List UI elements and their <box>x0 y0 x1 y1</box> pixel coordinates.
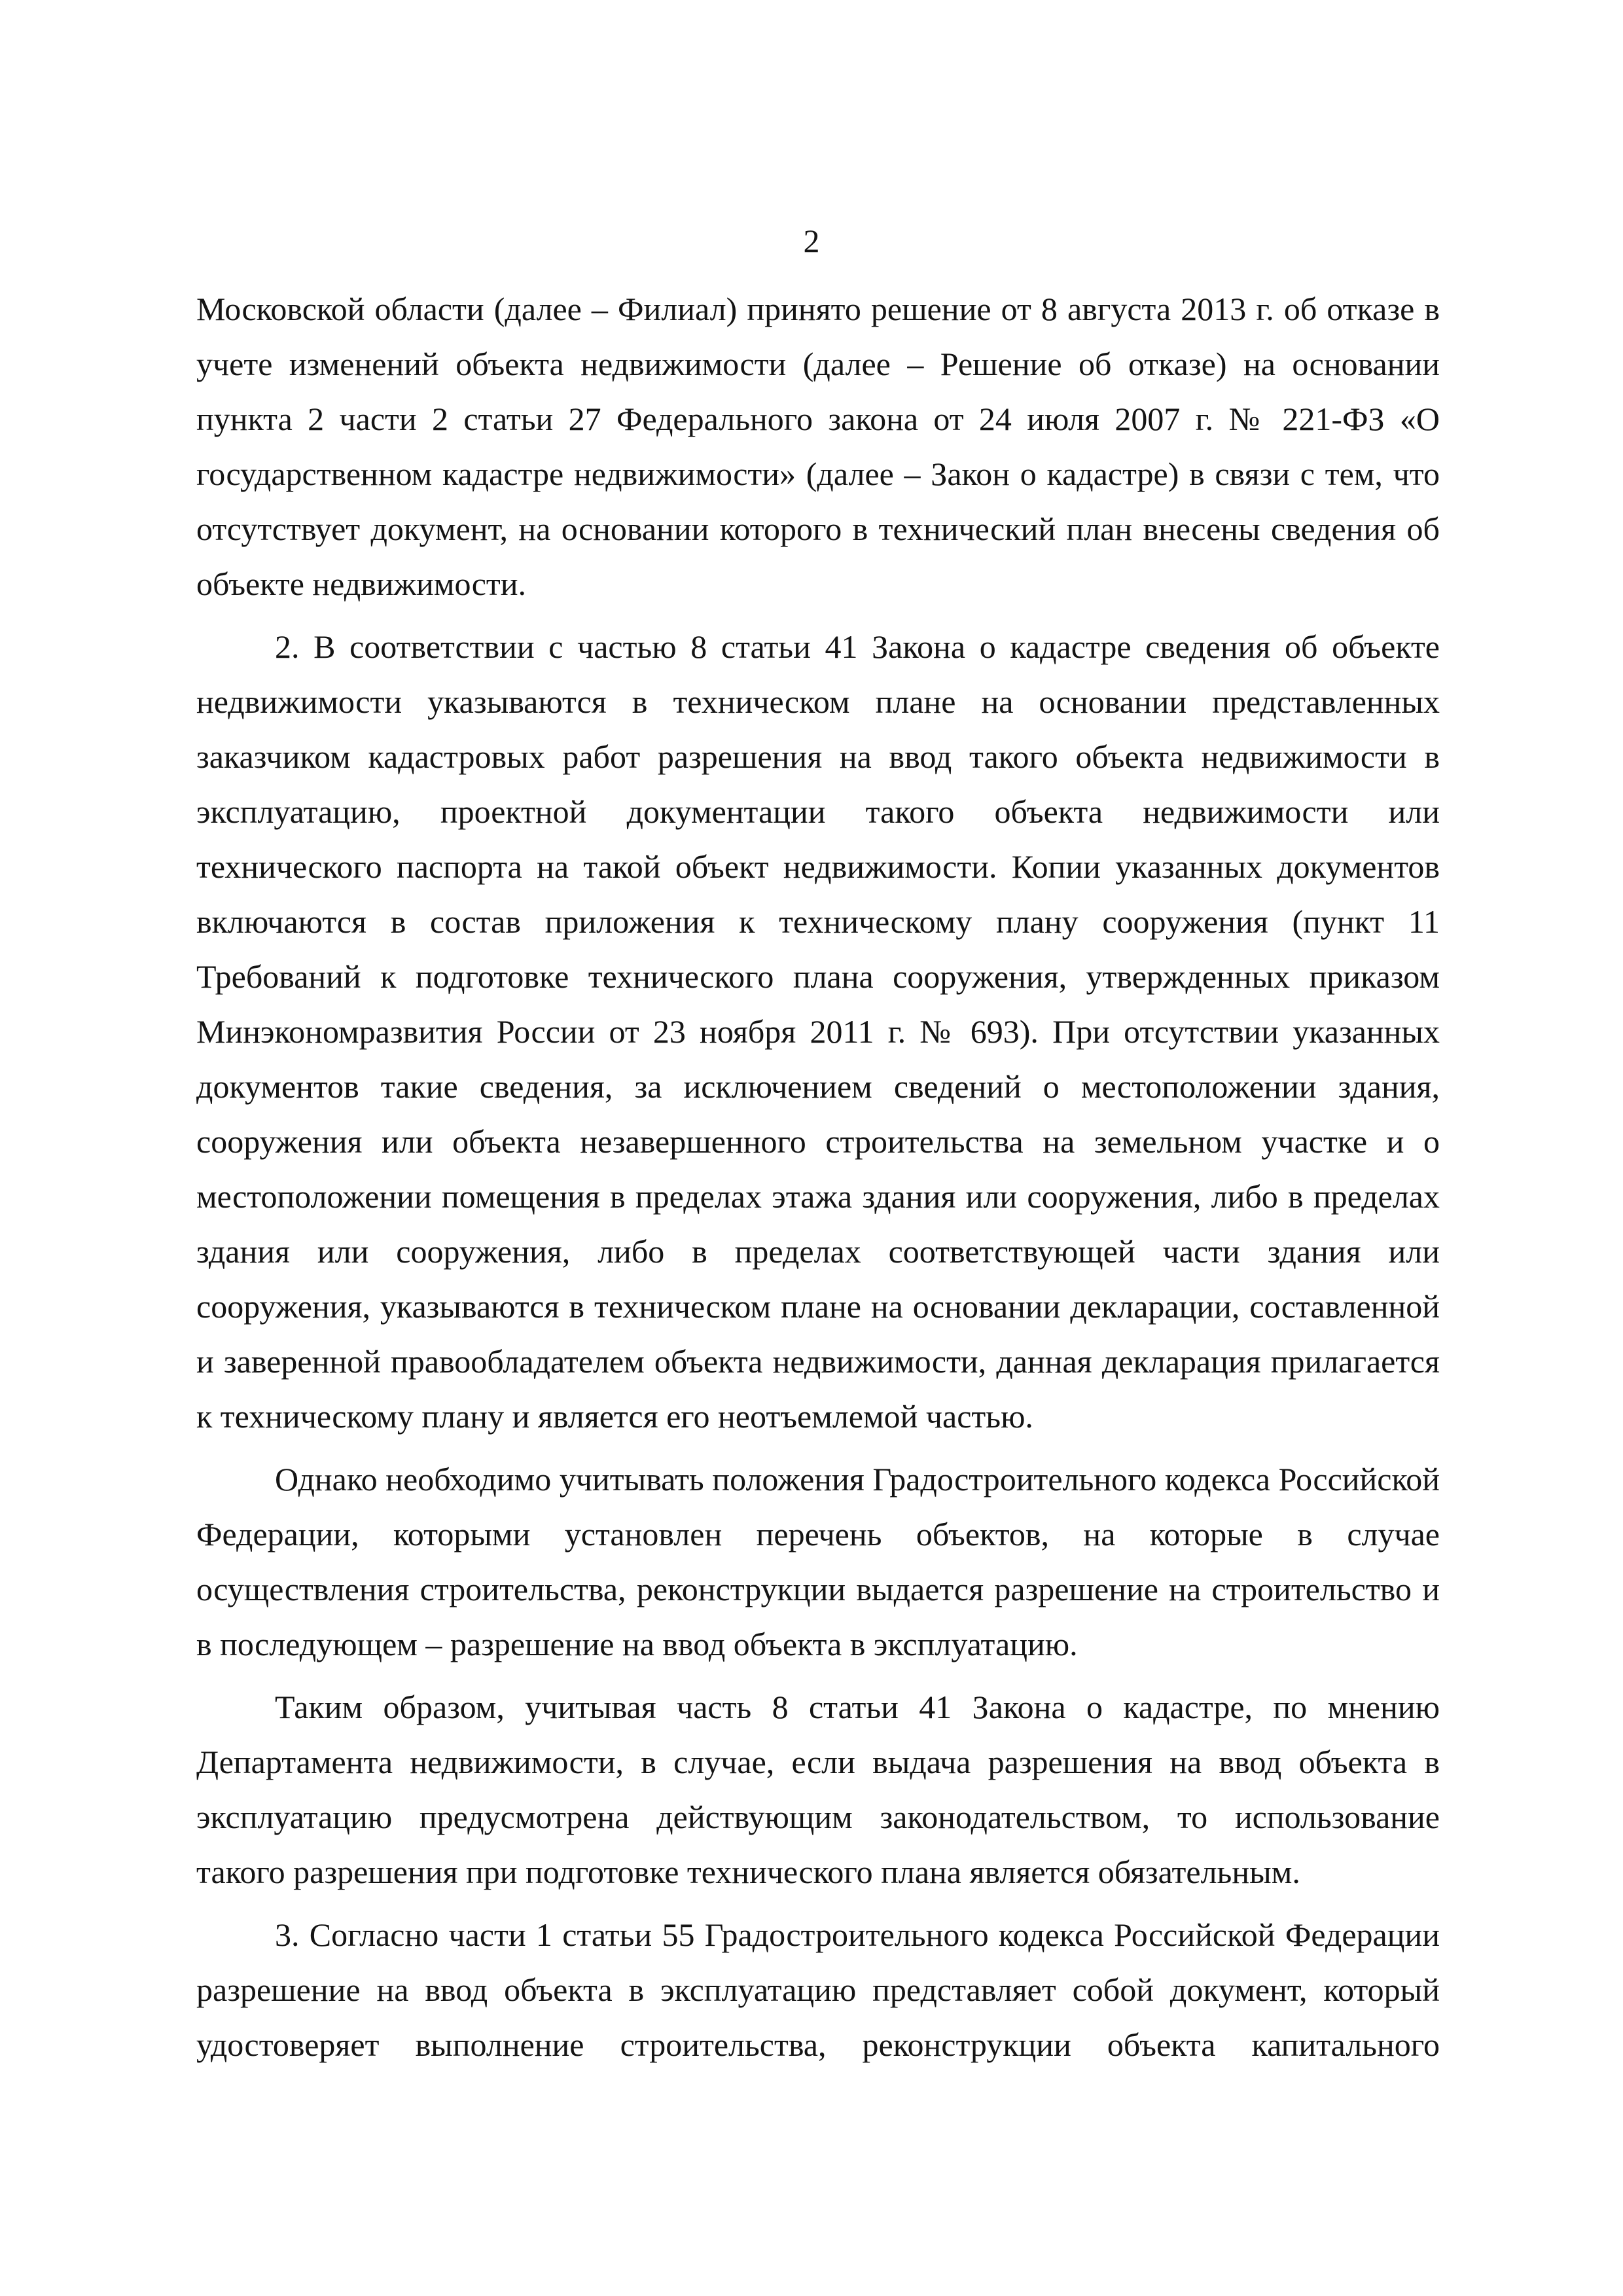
paragraph-item-2: 2. В соответствии с частью 8 статьи 41 Закона о кадастре сведения об объекте недвижимости указываются в техническом плане на основании представленных заказчиком кадастровых работ разрешения на ввод такого объекта недвижимости в эксплуатацию, проектной документации такого объекта недвижимости или технического паспорта на такой объект недвижимости. Копии указанных документов включаются в состав приложения к техническому плану сооружения (пункт 11 Требований к подготовке технического плана сооружения, утвержденных приказом Минэкономразвития России от 23 ноября 2011 г. № 693). При отсутствии указанных документов такие сведения, за исключением сведений о местоположении здания, сооружения или объекта незавершенного строительства на земельном участке и о местоположении помещения в пределах этажа здания или сооружения, либо в пределах здания или сооружения, либо в пределах соответствующей части здания или сооружения, указываются в техническом плане на основании декларации, составленной и заверенной правообладателем объекта недвижимости, данная декларация прилагается к техническому плану и является его неотъемлемой частью. <box>196 628 1440 1435</box>
paragraph-conclusion: Таким образом, учитывая часть 8 статьи 41 Закона о кадастре, по мнению Департамента недвижимости, в случае, если выдача разрешения на ввод объекта в эксплуатацию предусмотрена действующим законодательством, то использование такого разрешения при подготовке технического плана является обязательным. <box>196 1689 1440 1890</box>
document-body <box>196 281 1440 2072</box>
page-number: 2 <box>803 223 820 259</box>
paragraph-continuation: Московской области (далее – Филиал) принято решение от 8 августа 2013 г. об отказе в учете изменений объекта недвижимости (далее – Решение об отказе) на основании пункта 2 части 2 статьи 27 Федерального закона от 24 июля 2007 г. № 221-ФЗ «О государственном кадастре недвижимости» (далее – Закон о кадастре) в связи с тем, что отсутствует документ, на основании которого в технический план внесены сведения об объекте недвижимости. <box>196 291 1440 602</box>
paragraph-however: Однако необходимо учитывать положения Градостроительного кодекса Российской Федерации, которыми установлен перечень объектов, на которые в случае осуществления строительства, реконструкции выдается разрешение на строительство и в последующем – разрешение на ввод объекта в эксплуатацию. <box>196 1461 1440 1662</box>
paragraph-item-3: 3. Согласно части 1 статьи 55 Градостроительного кодекса Российской Федерации разрешение на ввод объекта в эксплуатацию представляет собой документ, который удостоверяет выполнение строительства, реконструкции объекта капитального <box>196 1916 1440 2063</box>
